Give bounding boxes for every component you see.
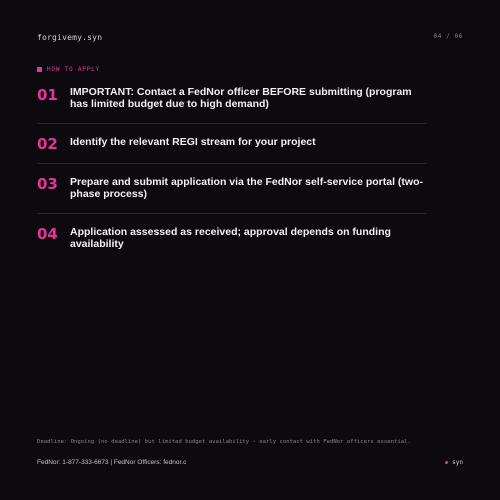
deadline-note: Deadline: Ongoing (no deadline) but limited budget availability - early contact with FedNor officers essential. [37,439,411,445]
step-text: Application assessed as received; approval depends on funding availability [70,226,391,250]
step-number: 02 [37,135,58,153]
square-bullet-icon [37,67,42,72]
step-number: 04 [37,225,58,243]
step-item [37,124,427,164]
footer-tag-text: syn [452,459,463,466]
section-label [37,66,100,73]
step-item [37,82,427,124]
brand-logo-text: forgivemy.syn [37,33,103,42]
step-item [37,164,427,214]
step-text: IMPORTANT: Contact a FedNor officer BEFORE submitting (program has limited budget due to high demand) [70,86,412,110]
step-item [37,214,427,264]
step-number: 03 [37,175,58,193]
footer-tag [445,459,463,466]
step-text: Identify the relevant REGI stream for your project [70,136,316,148]
steps-list [37,82,427,264]
contact-line: FedNor: 1-877-333-6673 | FedNor Officers: fednor.c [37,459,187,466]
step-text: Prepare and submit application via the FedNor self-service portal (two-phase process) [70,176,423,200]
section-title: HOW TO APPLY [47,66,100,73]
step-number: 01 [37,86,58,104]
dot-icon [445,461,448,464]
page-counter: 04 / 06 [433,33,463,40]
